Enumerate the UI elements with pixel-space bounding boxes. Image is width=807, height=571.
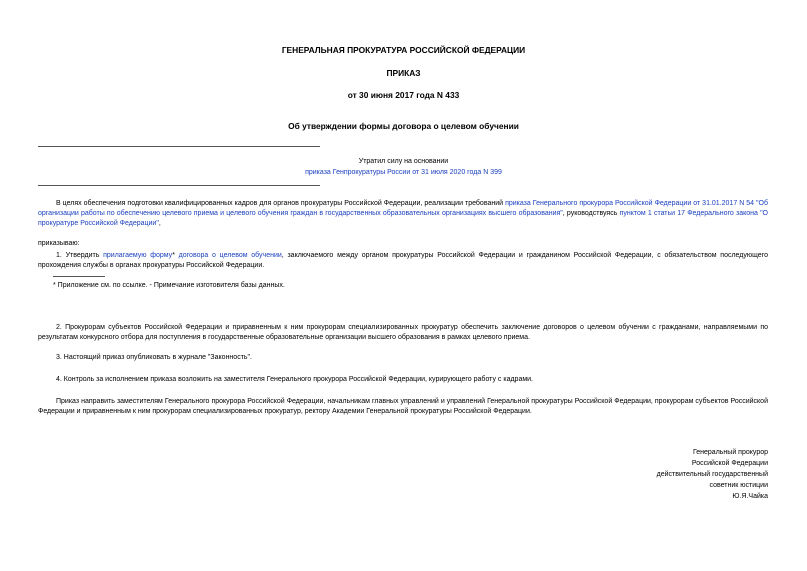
signature-country: Российской Федерации bbox=[691, 460, 768, 467]
attached-form-link[interactable]: прилагаемую форму bbox=[103, 252, 173, 259]
signature-position: Генеральный прокурор bbox=[692, 449, 768, 456]
issuing-organization: ГЕНЕРАЛЬНАЯ ПРОКУРАТУРА РОССИЙСКОЙ ФЕДЕРАЦИИ bbox=[281, 45, 526, 55]
lost-force-link[interactable]: приказа Генпрокуратуры России от 31 июля 2020 года N 399 bbox=[305, 169, 502, 176]
distribution-paragraph: Приказ направить заместителям Генерального прокурора Российской Федерации, начальникам главных управлений и управлений Генеральной прокуратуры Российской Федерации, прокурорам субъектов Российской Федерации и приравненным к ним прокурорам специализированных прокуратур, ректору Академии Генеральной прокуратуры Российской Федерации. bbox=[38, 398, 768, 415]
document-type: ПРИКАЗ bbox=[386, 68, 421, 78]
item-1-asterisk: * bbox=[172, 252, 175, 259]
divider-top bbox=[38, 146, 320, 147]
item-1-text-a: 1. Утвердить bbox=[56, 252, 100, 259]
item-2: 2. Прокурорам субъектов Российской Федерации и приравненным к ним прокурорам специализированных прокуратур обеспечить заключение договоров о целевом обучении с гражданами, направляемыми по результатам конкурсного отбора для поступления в государственные образовательные организации высшего образования в рамках целевого приема. bbox=[38, 324, 768, 341]
intro-paragraph bbox=[38, 199, 768, 229]
footnote: * Приложение см. по ссылке. - Примечание изготовителя базы данных. bbox=[53, 282, 285, 289]
signature-rank-2: советник юстиции bbox=[709, 482, 768, 489]
divider-bottom bbox=[38, 185, 320, 186]
intro-text-b: , руководствуясь bbox=[562, 210, 618, 217]
lost-force-note: Утратил силу на основании bbox=[358, 158, 449, 165]
prosecution-law-link[interactable]: пунктом 1 статьи 17 Федерального закона "О прокуратуре Российской Федерации" bbox=[38, 210, 769, 227]
contract-link[interactable]: договора о целевом обучении bbox=[178, 252, 282, 259]
intro-text-c: , bbox=[158, 220, 161, 227]
signature-name: Ю.Я.Чайка bbox=[732, 493, 768, 500]
footnote-divider bbox=[53, 276, 105, 277]
lost-force-link-line bbox=[0, 168, 807, 178]
item-1-text-c: , заключаемого между органом прокуратуры Российской Федерации и гражданином Российской Федерации, с обязательством последующего прохождения службы в органах прокуратуры Российской Федерации. bbox=[38, 252, 768, 269]
document-date: от 30 июня 2017 года N 433 bbox=[347, 90, 460, 100]
item-1 bbox=[38, 251, 768, 271]
order-word: приказываю: bbox=[38, 240, 80, 247]
intro-text-a: В целях обеспечения подготовки квалифицированных кадров для органов прокуратуры Российской Федерации, реализации требований bbox=[56, 200, 504, 207]
order-54-link[interactable]: приказа Генерального прокурора Российской Федерации от 31.01.2017 N 54 "Об организации работы по обеспечению целевого приема и целевого обучения граждан в государственных образовательных организациях высшего образования" bbox=[38, 200, 768, 217]
item-3: 3. Настоящий приказ опубликовать в журнале "Законность". bbox=[56, 354, 252, 361]
signature-rank-1: действительный государственный bbox=[656, 471, 768, 478]
document-title: Об утверждении формы договора о целевом обучении bbox=[288, 121, 519, 131]
item-4: 4. Контроль за исполнением приказа возложить на заместителя Генерального прокурора Российской Федерации, курирующего работу с кадрами. bbox=[56, 376, 534, 383]
